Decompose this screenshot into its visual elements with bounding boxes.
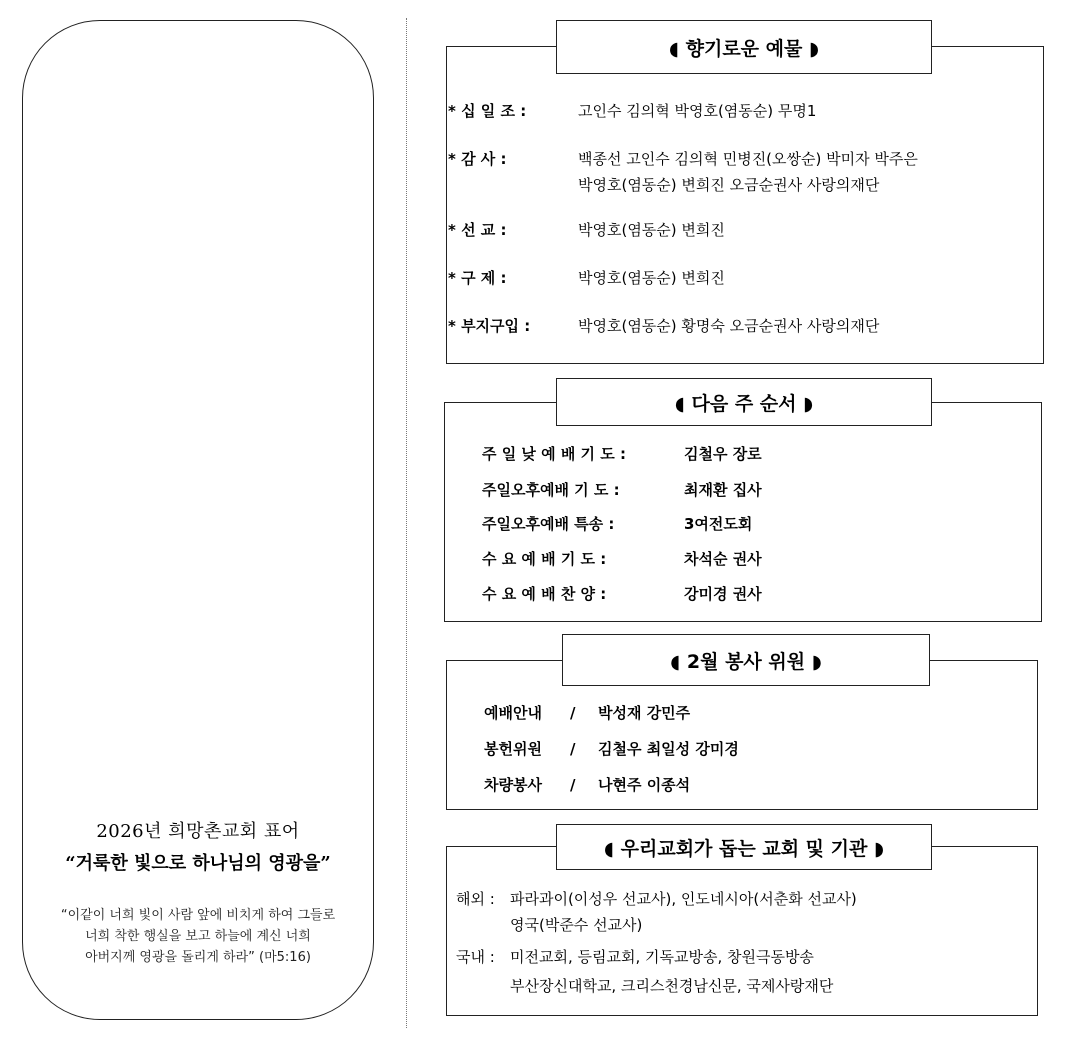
schedule-label: 주 일 낮 예 배 기 도 : [482,445,626,463]
offering-label: * 부지구입 : [448,317,531,335]
motto-title: 2026년 희망촌교회 표어 [96,821,300,842]
offering-label: * 구 제 : [448,269,507,287]
overseas-line-cont: 영국(박준수 선교사) [510,916,643,934]
offering-row-thanks-cont: 박영호(염동순) 변희진 오금순권사 사랑의재단 [578,176,880,194]
volunteer-row [484,702,690,723]
overseas-label: 해외 : [456,890,495,908]
offering-row-relief [448,267,725,288]
verse-line: 아버지께 영광을 돌리게 하라” (마5:16) [85,950,311,965]
domestic-row [456,946,814,967]
offering-donors: 박영호(염동순) 황명숙 오금순권사 사랑의재단 [578,317,880,335]
offering-donors: 고인수 김의혁 박영호(염동순) 무명1 [578,102,817,120]
offering-label: * 선 교 : [448,221,507,239]
volunteer-role: 봉헌위원 [484,740,542,758]
volunteer-role: 예배안내 [484,704,542,722]
domestic-line-cont: 부산장신대학교, 크리스천경남신문, 국제사랑재단 [510,977,834,995]
domestic-line: 미전교회, 등림교회, 기독교방송, 창원극동방송 [510,948,814,966]
schedule-row [482,443,762,464]
schedule-label: 주일오후예배 특송 : [482,515,615,533]
schedule-person: 최재환 집사 [684,481,762,499]
volunteer-separator: / [570,704,576,722]
missions-title: ◖ 우리교회가 돕는 교회 및 기관 ◗ [556,824,932,870]
schedule-label: 수 요 예 배 기 도 : [482,550,607,568]
domestic-label: 국내 : [456,948,495,966]
schedule-row [482,513,752,534]
motto-verse [31,905,365,968]
volunteer-row [484,738,739,759]
offering-row-tithe [448,100,816,121]
volunteer-names: 나현주 이종석 [598,776,691,794]
offering-label: * 십 일 조 : [448,102,527,120]
offering-row-thanks [448,148,918,169]
volunteer-separator: / [570,740,576,758]
offering-donors: 박영호(염동순) 변희진 [578,221,725,239]
offering-row-mission [448,219,725,240]
volunteers-title: ◖ 2월 봉사 위원 ◗ [562,634,930,686]
offering-donors: 백종선 고인수 김의혁 민병진(오쌍순) 박미자 박주은 [578,150,918,168]
volunteer-separator: / [570,776,576,794]
schedule-label: 수 요 예 배 찬 양 : [482,585,607,603]
verse-line: 너희 착한 행실을 보고 하늘에 계신 너희 [85,929,311,944]
overseas-line: 파라과이(이성우 선교사), 인도네시아(서춘화 선교사) [510,890,857,908]
volunteer-row [484,774,690,795]
fold-divider [406,18,407,1028]
schedule-row [482,479,762,500]
schedule-row [482,583,762,604]
schedule-label: 주일오후예배 기 도 : [482,481,620,499]
schedule-row [482,548,762,569]
overseas-row [456,888,857,909]
schedule-person: 강미경 권사 [684,585,762,603]
offerings-title: ◖ 향기로운 예물 ◗ [556,20,932,74]
volunteer-names: 박성재 강민주 [598,704,691,722]
motto-panel [22,20,374,1020]
schedule-person: 김철우 장로 [684,445,762,463]
verse-line: “이같이 너희 빛이 사람 앞에 비치게 하여 그들로 [60,908,336,923]
offering-label: * 감 사 : [448,150,507,168]
volunteer-names: 김철우 최일성 강미경 [598,740,739,758]
schedule-person: 3여전도회 [684,515,753,533]
offering-row-land [448,315,879,336]
motto-quote: “거룩한 빛으로 하나님의 영광을” [65,853,331,874]
volunteer-role: 차량봉사 [484,776,542,794]
offering-donors: 박영호(염동순) 변희진 [578,269,725,287]
schedule-person: 차석순 권사 [684,550,762,568]
next-week-title: ◖ 다음 주 순서 ◗ [556,378,932,426]
